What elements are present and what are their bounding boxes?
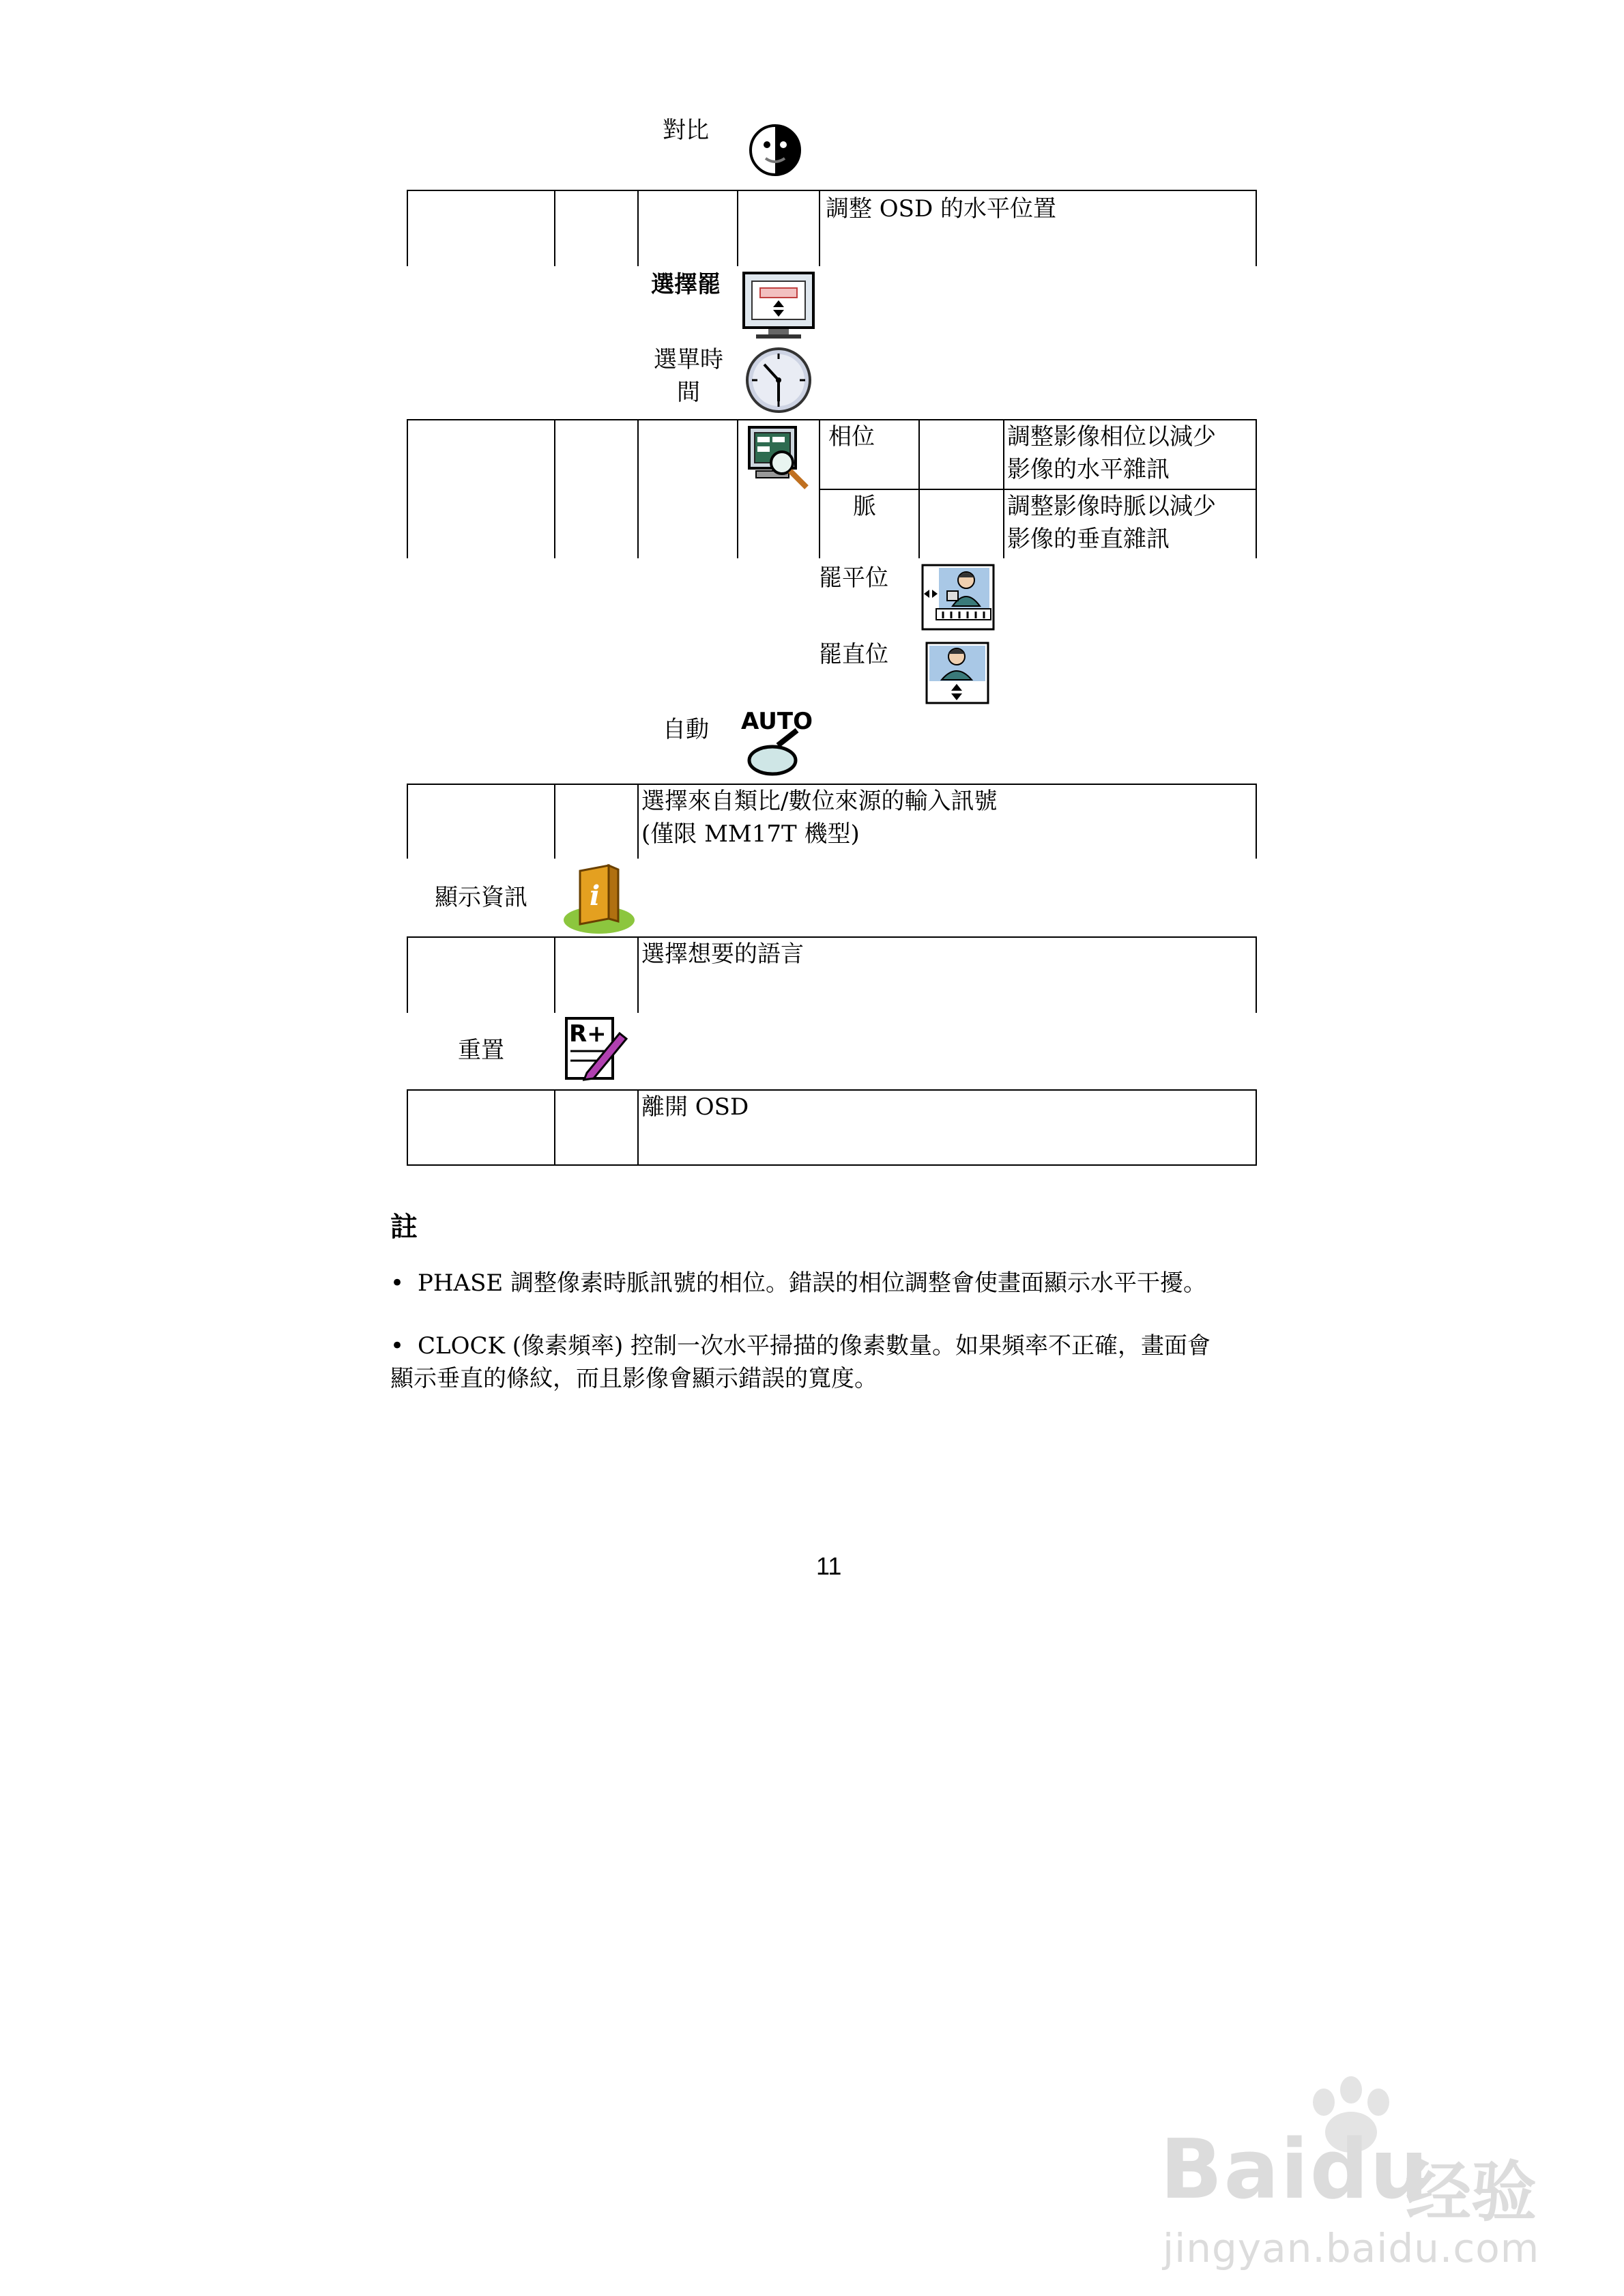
watermark-url: jingyan.baidu.com — [1163, 2225, 1540, 2271]
clock-desc-line2: 影像的垂直雜訊 — [1007, 526, 1170, 553]
osd-horizontal-desc: 調整 OSD 的水平位置 — [826, 195, 1057, 223]
watermark-brand: Bai — [1160, 2123, 1310, 2218]
note-item — [390, 1267, 1206, 1300]
exit-osd-desc: 離開 OSD — [641, 1093, 749, 1121]
image-setup-icon — [746, 425, 812, 493]
phase-desc-line2: 影像的水平雜訊 — [1007, 456, 1170, 483]
input-select-desc-line2: (僅限 MM17T 機型) — [641, 820, 860, 848]
auto-label: 自動 — [663, 716, 709, 743]
menu-time-label-line1: 選單時 — [654, 346, 723, 373]
input-select-desc-line1: 選擇來自類比/數位來源的輸入訊號 — [641, 788, 998, 815]
watermark-brand2: du — [1309, 2123, 1430, 2218]
clock-label: 脈 — [853, 493, 876, 520]
menu-time-label-line2: 間 — [677, 379, 700, 406]
horizontal-position-icon — [921, 564, 995, 631]
note-clock-text-line1: CLOCK (像素頻率) 控制一次水平掃描的像素數量。如果頻率不正確，畫面會 — [418, 1332, 1211, 1360]
watermark-cn: 经验 — [1406, 2154, 1537, 2230]
svg-text:i: i — [590, 880, 600, 912]
notes-title: 註 — [390, 1211, 418, 1243]
language-desc: 選擇想要的語言 — [641, 941, 804, 968]
osd-vertical-icon — [741, 270, 816, 341]
reset-label: 重置 — [458, 1037, 504, 1064]
note-item — [390, 1330, 1210, 1362]
note-clock-text-line2: 顯示垂直的條紋，而且影像會顯示錯誤的寬度。 — [390, 1365, 878, 1392]
osd-vertical-label: 選擇罷 — [651, 271, 721, 298]
vertical-position-label: 罷直位 — [819, 641, 888, 668]
reset-icon-text: R+ — [569, 1020, 607, 1048]
page-number: 11 — [816, 1552, 842, 1580]
auto-icon-text: AUTO — [741, 708, 813, 735]
auto-adjust-icon — [737, 706, 819, 779]
bullet-dot: • — [390, 1332, 405, 1360]
contrast-icon — [748, 123, 802, 177]
contrast-label: 對比 — [663, 117, 709, 144]
bullet-dot: • — [390, 1269, 405, 1297]
note-phase-text: PHASE 調整像素時脈訊號的相位。錯誤的相位調整會使畫面顯示水平干擾。 — [418, 1269, 1206, 1297]
phase-label: 相位 — [828, 423, 875, 450]
vertical-position-icon — [925, 642, 989, 704]
reset-icon — [564, 1013, 629, 1081]
clock-desc-line1: 調整影像時脈以減少 — [1007, 493, 1216, 520]
baidu-watermark — [1160, 2075, 1542, 2280]
phase-desc-line1: 調整影像相位以減少 — [1007, 423, 1216, 450]
info-book-icon — [560, 861, 640, 936]
clock-icon — [744, 345, 813, 415]
display-info-label: 顯示資訊 — [435, 884, 527, 911]
horizontal-position-label: 罷平位 — [819, 564, 888, 592]
